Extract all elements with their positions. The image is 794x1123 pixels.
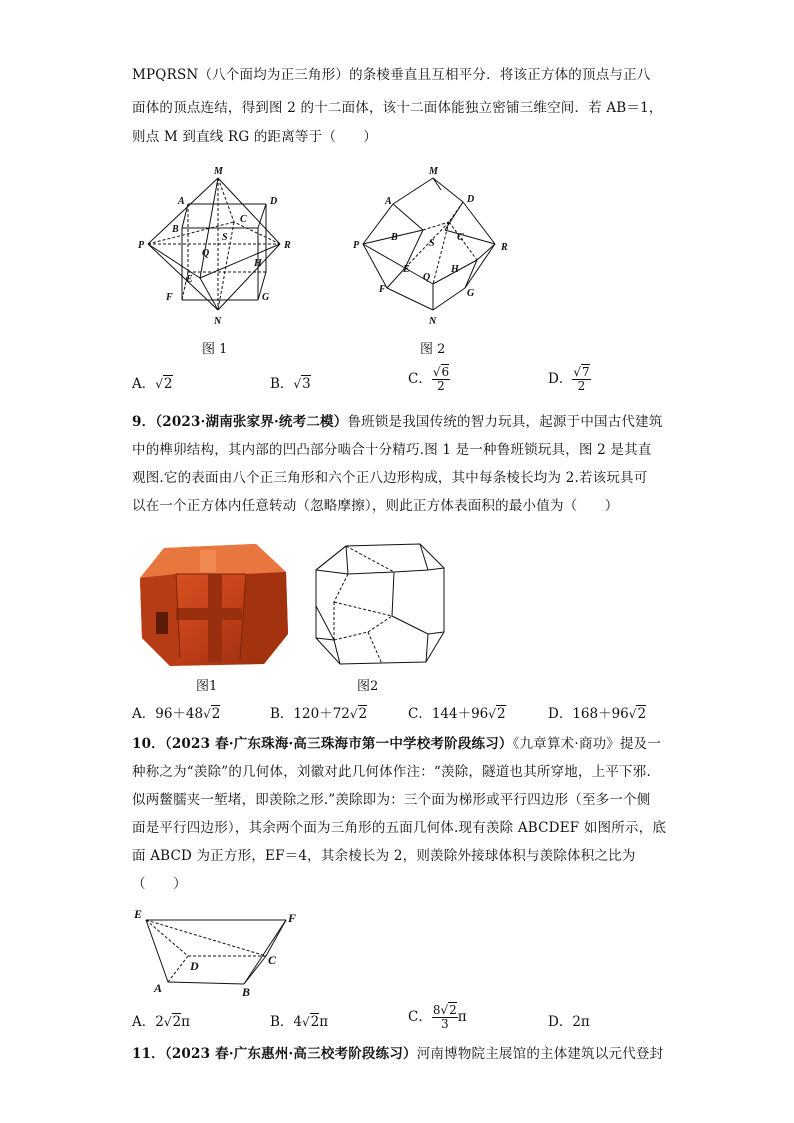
q10-label-f: F [288,911,297,925]
q11-number: 11． [132,1046,165,1062]
q8-option-d[interactable]: D． $\frac{√7}{2}$ [548,365,590,393]
q8-fig2-label-n: N [429,316,437,327]
q10-text-line3: 似两鳖臑夹一堑堵，即羡除之形.”羡除即为：三个面为梯形或平行四边形（至多一个侧 [132,792,651,808]
q10-text-line1: 10．（2023 春·广东珠海·高三珠海市第一中学校考阶段练习）《九章算术·商功》提及一 [132,736,662,752]
q10-option-b[interactable]: B．4√2π [270,1014,329,1030]
q10-text-line6: （ ） [132,876,187,892]
q8-fig1-label-c: C [240,214,247,225]
q8-fig1-label-g: G [262,292,270,303]
q8-fig1-label-h: H [254,258,262,269]
q8-fig2-label-d: D [467,194,475,205]
q9-text-line4: 以在一个正方体内任意转动（忽略摩擦），则此正方体表面积的最小值为（ ） [132,498,619,514]
q9-option-d[interactable]: D．168＋96√2 [548,706,647,722]
q10-option-c[interactable]: C． $\frac{8√2}{3}$ π [408,1003,467,1031]
q11-text-line1: 11．（2023 春·广东惠州·高三校考阶段练习）河南博物院主展馆的主体建筑以元代登封 [132,1046,664,1062]
q8-fig1-label-d: D [270,196,278,207]
q9-text-line2: 中的榫卯结构，其内部的凹凸部分啮合十分精巧.图 1 是一种鲁班锁玩具，图 2 是其直 [132,442,652,458]
q9-text-line3: 观图.它的表面由八个正三角形和六个正八边形构成，其中每条棱长均为 2.若该玩具可 [132,470,648,486]
q9-photo-luban-lock [136,538,296,668]
q10-number: 10． [132,736,165,752]
q9-option-c[interactable]: C．144＋96√2 [408,706,506,722]
q10-options [132,1004,692,1034]
q8-fig1-label-n: N [214,316,222,327]
q8-fig2-label-a: A [385,196,392,207]
q10-label-e: E [134,907,143,921]
q8-fig2-label-r: R [501,242,508,253]
q10-label-b: B [242,985,251,999]
q8-fig2-label-s: S [429,238,435,249]
q9-option-a[interactable]: A．96＋48√2 [132,706,221,722]
q9-text-line1: 9．（2023·湖南张家界·统考二模）鲁班锁是我国传统的智力玩具，起源于中国古代建筑 [132,414,663,430]
q9-number: 9． [132,414,156,430]
q8-fig2-label-b: B [391,232,398,243]
q9-fig2-caption: 图2 [357,679,379,694]
q10-option-a[interactable]: A．2√2π [132,1014,190,1030]
q11-source: （2023 春·广东惠州·高三校考阶段练习） [164,1046,417,1062]
q8-fig2-label-f: F [379,284,386,295]
q9-source: （2023·湖南张家界·统考二模） [155,414,348,430]
q8-options [132,366,692,396]
q10-text-line2: 种称之为“羡除”的几何体，刘徽对此几何体作注：“羡除，隧道也其所穿地，上平下邪. [132,764,651,780]
q8-fig2-label-h: H [451,264,459,275]
q8-figure-1 [130,160,310,335]
q10-figure [128,906,308,998]
q8-fig1-caption: 图 1 [202,342,228,357]
q8-fig1-label-q: Q [202,248,210,259]
q10-source: （2023 春·广东珠海·高三珠海市第一中学校考阶段练习） [164,736,513,752]
q10-label-d: D [190,959,199,973]
q8-fig1-label-s: S [222,232,228,243]
q8-fig2-label-q: Q [423,272,431,283]
q10-label-a: A [154,981,163,995]
q8-fig1-label-b: B [172,224,179,235]
q8-fig1-label-e: E [186,274,193,285]
q10-label-c: C [268,953,277,967]
q8-fig1-label-f: F [166,292,173,303]
q10-text-line4: 面是平行四边形），其余两个面为三角形的五面几何体.现有羡除 ABCDEF 如图所示，底 [132,820,667,836]
q8-fig2-label-p: P [353,240,360,251]
q8-figure-2 [345,160,525,335]
q9-options [132,702,692,732]
q8-fig2-caption: 图 2 [420,342,446,357]
q8-fig1-label-m: M [214,166,223,177]
q8-option-b[interactable]: B．√3 [270,376,311,392]
q9-fig1-caption: 图1 [196,679,218,694]
q8-fig2-label-m: M [429,166,438,177]
q8-text-line3: 则点 M 到直线 RG 的距离等于（ ） [132,129,378,145]
q9-figure-2 [308,538,448,668]
q8-fig2-label-g: G [467,288,475,299]
q8-fig1-label-a: A [178,196,185,207]
q8-option-a[interactable]: A．√2 [132,376,173,392]
q8-fig2-label-e: E [403,264,410,275]
q8-fig1-label-p: P [138,240,145,251]
q8-text-line2: 面体的顶点连结，得到图 2 的十二面体，该十二面体能独立密铺三维空间．若 AB＝1， [132,100,663,116]
q8-fig2-label-c: C [457,232,464,243]
q10-option-d[interactable]: D．2π [548,1014,590,1030]
q8-option-c[interactable]: C． $\frac{√6}{2}$ [408,365,450,393]
q9-option-b[interactable]: B．120＋72√2 [270,706,368,722]
q10-text-line5: 面 ABCD 为正方形，EF＝4，其余棱长为 2，则羡除外接球体积与羡除体积之比为 [132,848,636,864]
q8-fig1-label-r: R [284,240,291,251]
q8-text-line1: MPQRSN（八个面均为正三角形）的条棱垂直且互相平分．将该正方体的顶点与正八 [132,67,651,83]
